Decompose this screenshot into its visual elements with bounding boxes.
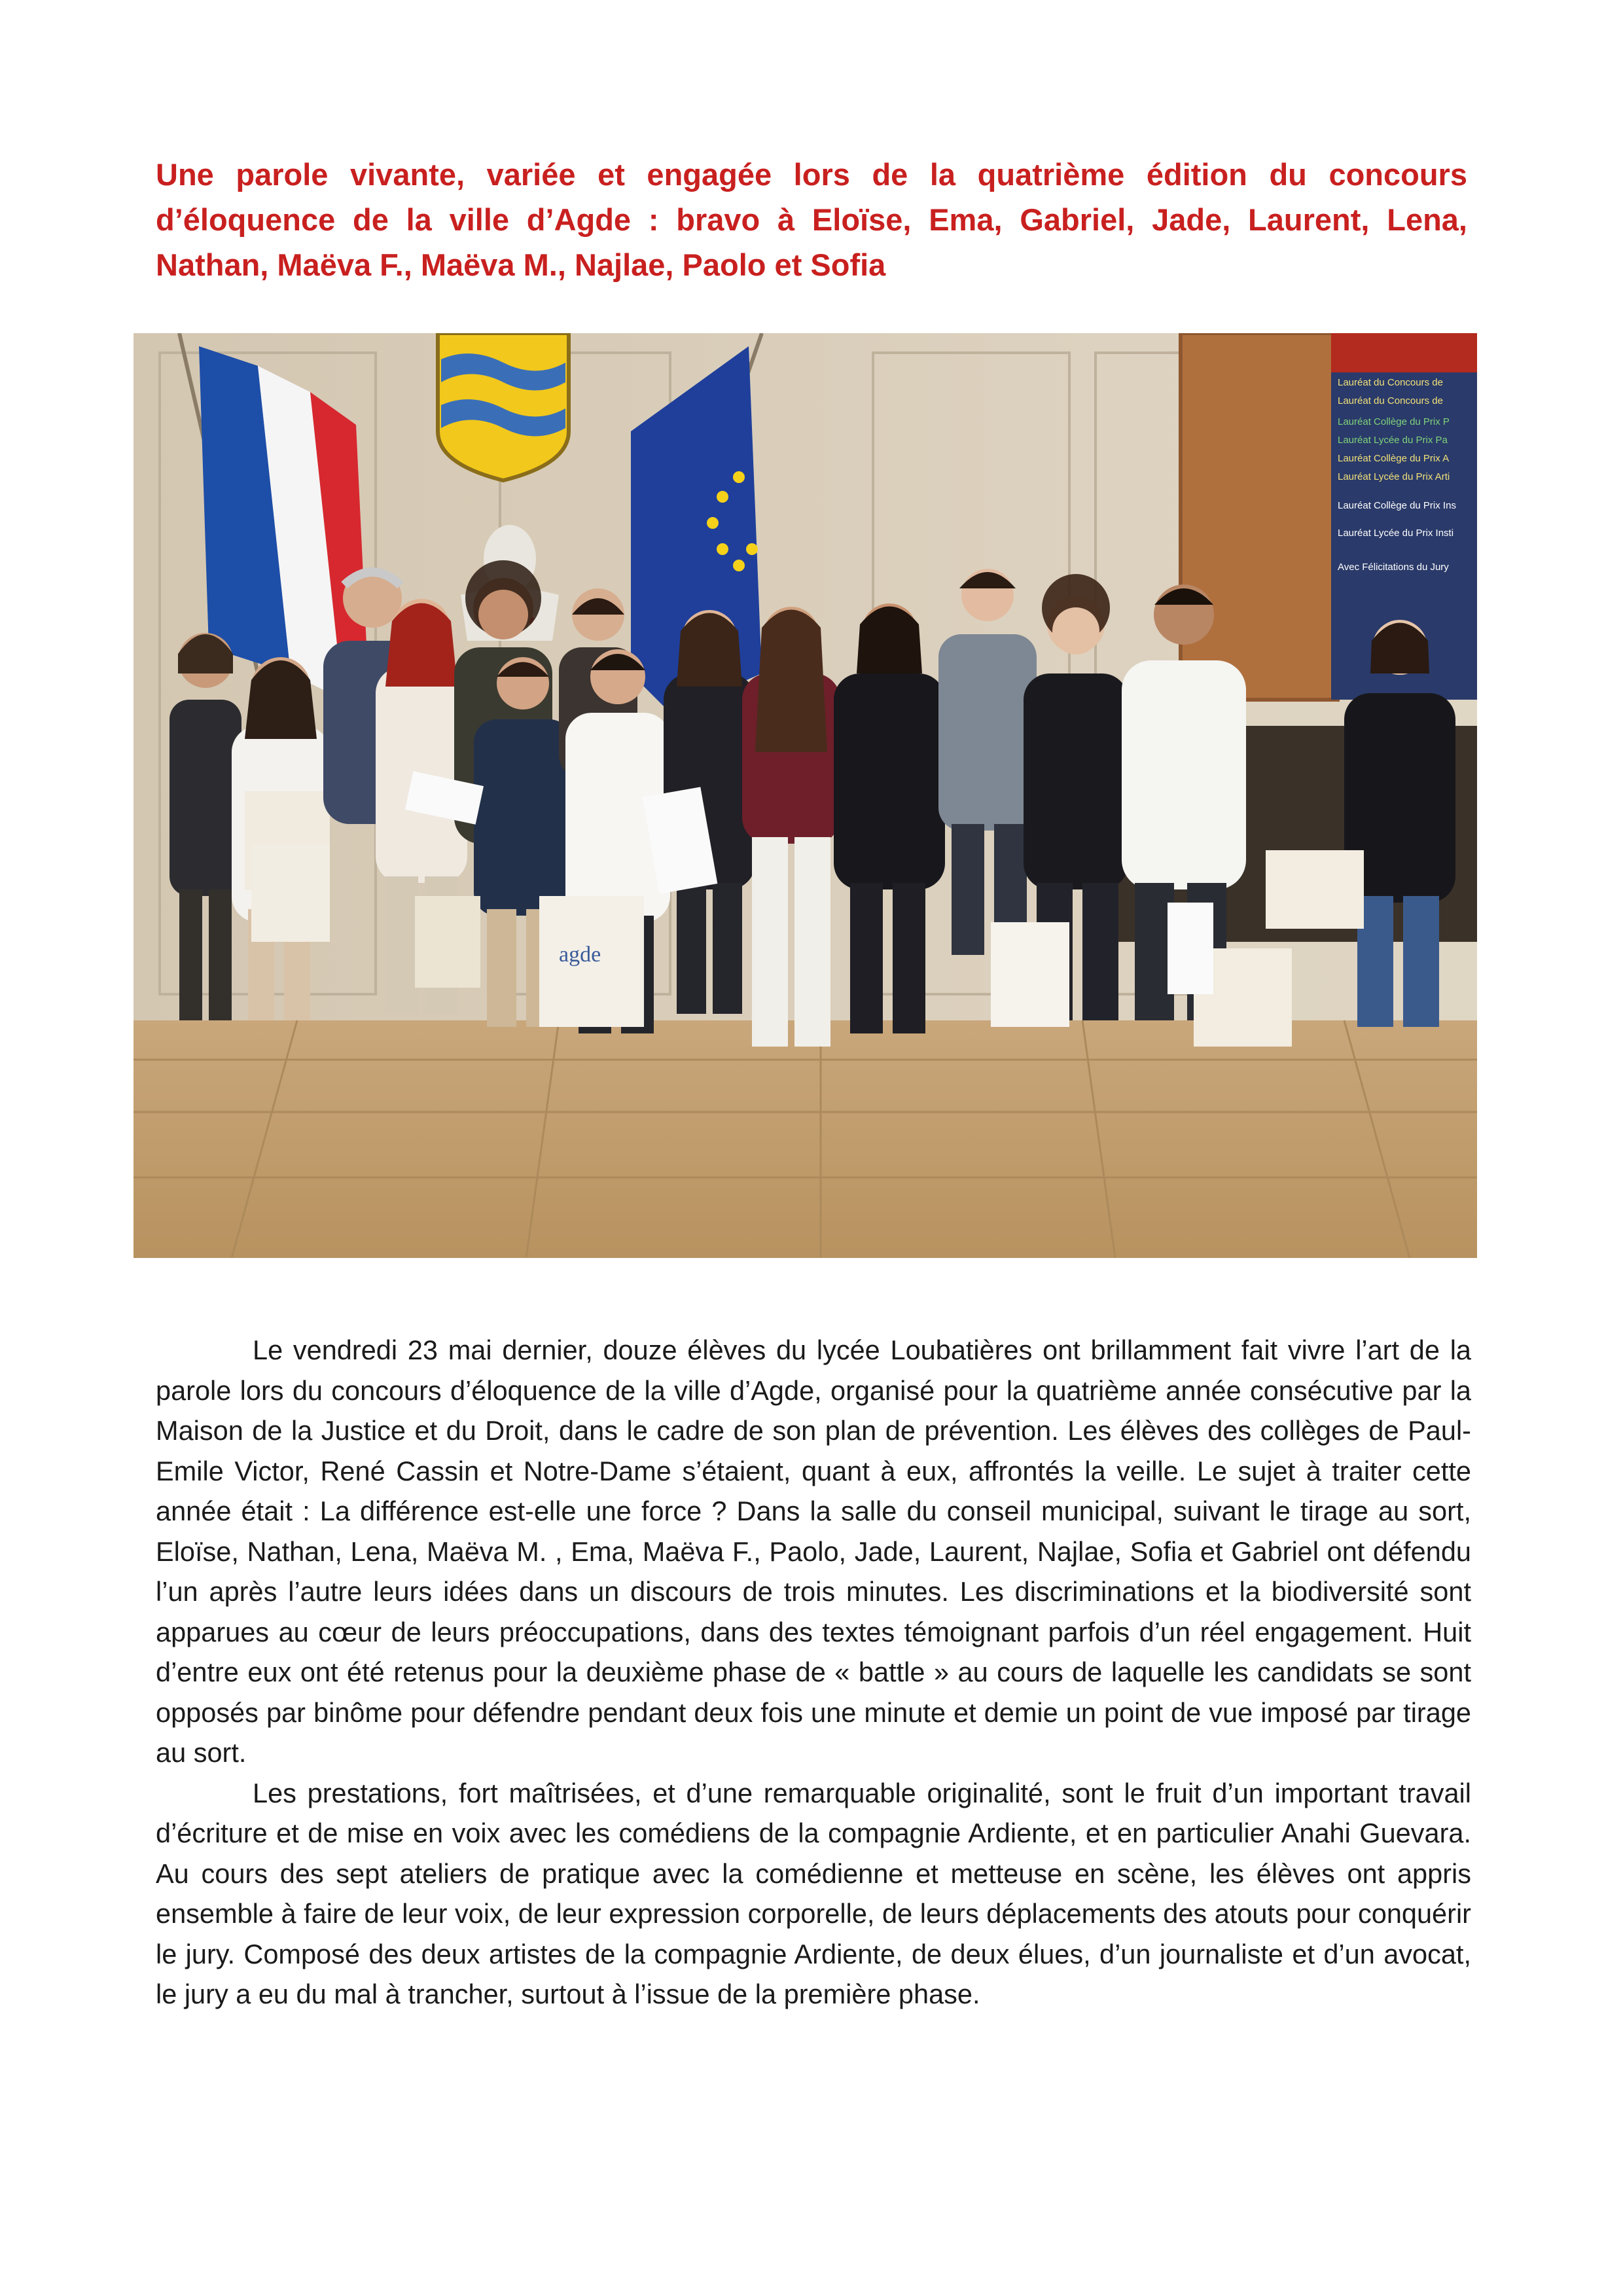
- group-photo-illustration: [134, 333, 1477, 1258]
- screen-line: Lauréat Lycée du Prix Pa: [1338, 435, 1448, 446]
- screen-line: Lauréat du Concours de: [1338, 395, 1443, 406]
- article-paragraph: Les prestations, fort maîtrisées, et d’une remarquable originalité, sont le fruit d’un important travail d’écriture et de mise en voix avec les comédiens de la compagnie Ardiente, et en particulier Anahi Guevara. Au cours des sept ateliers de pratique avec la comédienne et metteuse en scène, les élèves ont appris ensemble à faire de leur voix, de leur expression corporelle, de leurs déplacements des atouts pour conquérir le jury. Composé des deux artistes de la compagnie Ardiente, de deux élues, d’un journaliste et d’un avocat, le jury a eu du mal à trancher, surtout à l’issue de la première phase.: [156, 1777, 1471, 2009]
- screen-line: Lauréat Lycée du Prix Insti: [1338, 528, 1454, 539]
- brick-column: [1181, 333, 1338, 700]
- group-photo: [134, 333, 1477, 1258]
- town-shield: [438, 333, 569, 480]
- screen-line: Lauréat Collège du Prix Ins: [1338, 500, 1456, 511]
- floor: [134, 1020, 1477, 1258]
- screen-line: Lauréat Lycée du Prix Arti: [1338, 471, 1450, 482]
- screen-line: Lauréat du Concours de: [1338, 377, 1443, 388]
- screen-line: Lauréat Collège du Prix P: [1338, 416, 1450, 427]
- screen-line: Avec Félicitations du Jury: [1338, 562, 1449, 573]
- article-title: Une parole vivante, variée et engagée lors de la quatrième édition du concours d’éloquence de la ville d’Agde : bravo à Eloïse, Ema, Gabriel, Jade, Laurent, Lena, Nathan, Maëva F., Maëva M., Najlae, Paolo et Sofia: [156, 157, 1467, 282]
- article-paragraph: Le vendredi 23 mai dernier, douze élèves du lycée Loubatières ont brillamment fait vivre l’art de la parole lors du concours d’éloquence de la ville d’Agde, organisé pour la quatrième année consécutive par la Maison de la Justice et du Droit, dans le cadre de son plan de prévention. Les élèves des collèges de Paul-Emile Victor, René Cassin et Notre-Dame s’étaient, quant à eux, affrontés la veille. Le sujet à traiter cette année était : La différence est-elle une force ? Dans la salle du conseil municipal, suivant le tirage au sort, Eloïse, Nathan, Lena, Maëva M. , Ema, Maëva F., Paolo, Jade, Laurent, Najlae, Sofia et Gabriel ont défendu l’un après l’autre leurs idées dans un discours de trois minutes. Les discriminations et la biodiversité sont apparues au cœur de leurs préoccupations, dans des textes témoignant parfois d’un réel engagement. Huit d’entre eux ont été retenus pour la deuxième phase de « battle » au cours de laquelle les candidats se sont opposés par binôme pour défendre pendant deux fois une minute et demie un point de vue imposé par tirage au sort.: [156, 1335, 1471, 1768]
- article-body: [156, 1330, 1471, 2015]
- bag-logo: agde: [559, 942, 601, 967]
- screen-line: Lauréat Collège du Prix A: [1338, 453, 1450, 464]
